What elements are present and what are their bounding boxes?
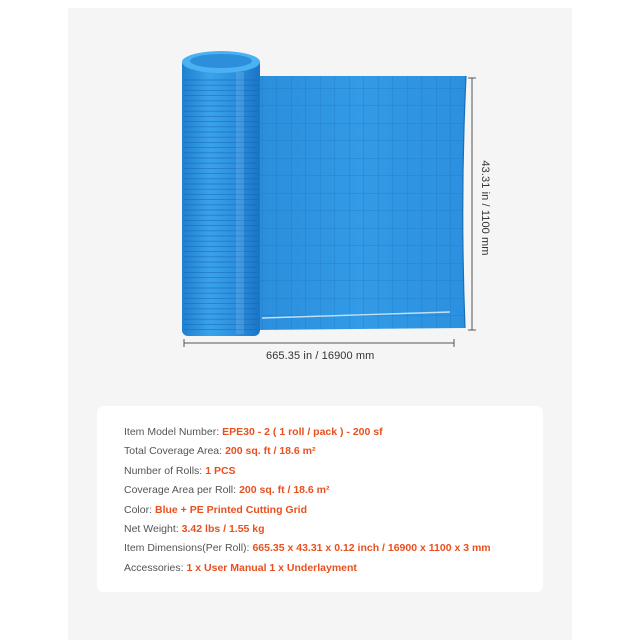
spec-row [124, 559, 491, 578]
spec-label: Coverage Area per Roll: [124, 484, 237, 497]
spec-value: 1 x User Manual 1 x Underlayment [186, 561, 357, 574]
spec-value: EPE30 - 2 ( 1 roll / pack ) - 200 sf [222, 426, 383, 438]
spec-row [124, 423, 491, 442]
height-dimension-arrow-icon [468, 78, 476, 330]
spec-value: 3.42 lbs / 1.55 kg [181, 522, 265, 535]
spec-label: Total Coverage Area: [124, 445, 223, 458]
spec-value: 200 sq. ft / 18.6 m² [239, 484, 330, 497]
spec-value: 200 sq. ft / 18.6 m² [225, 445, 316, 458]
spec-label: Accessories: [124, 561, 184, 574]
spec-label: Number of Rolls: [124, 464, 203, 477]
roll-body [182, 51, 260, 336]
spec-row [124, 442, 491, 461]
spec-value: 1 PCS [205, 464, 236, 477]
width-dimension-arrow-icon [184, 339, 454, 347]
spec-value: Blue + PE Printed Cutting Grid [155, 503, 307, 516]
spec-label: Item Dimensions(Per Roll): [124, 542, 250, 555]
unrolled-sheet [255, 76, 466, 330]
spec-label: Net Weight: [124, 522, 179, 535]
height-dimension-label: 43.31 in / 1100 mm [479, 160, 491, 256]
spec-row [124, 539, 491, 558]
spec-row [124, 501, 491, 520]
spec-row [124, 462, 491, 481]
spec-label: Item Model Number: [124, 426, 220, 438]
spec-label: Color: [124, 503, 153, 516]
width-dimension-label: 665.35 in / 16900 mm [266, 350, 375, 362]
spec-row [124, 481, 491, 500]
specifications-card [97, 406, 543, 592]
spec-value: 665.35 x 43.31 x 0.12 inch / 16900 x 1100 x 3 mm [252, 542, 491, 555]
spec-row [124, 520, 491, 539]
specifications-list [124, 423, 491, 578]
